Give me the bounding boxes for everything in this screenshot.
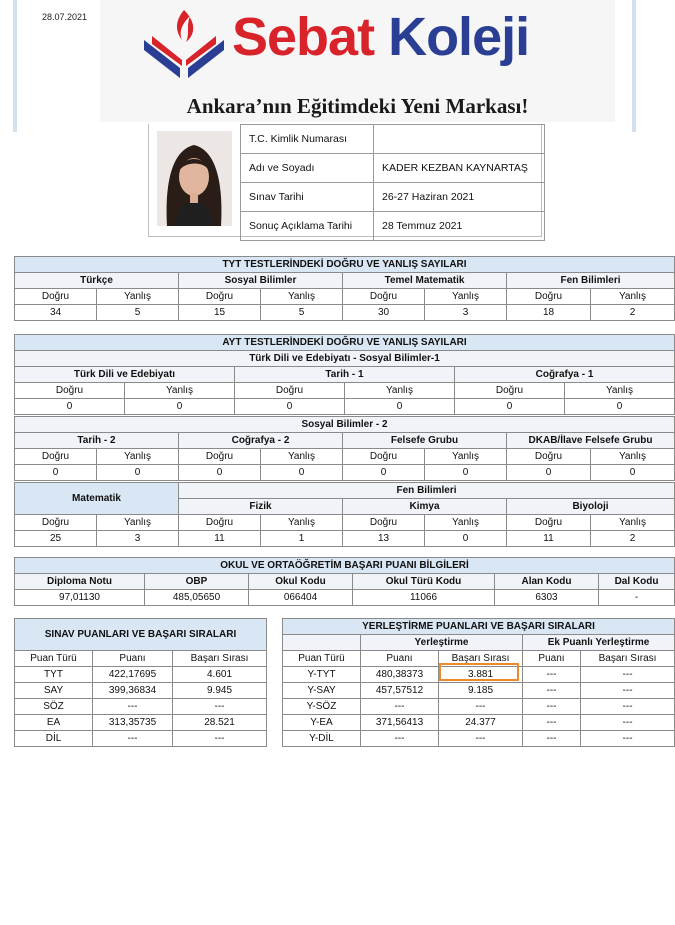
school-info-table xyxy=(14,557,675,606)
placement-type: Y-EA xyxy=(283,715,361,731)
ayt-subject: Felsefe Grubu xyxy=(343,433,507,449)
ayt-value: 0 xyxy=(455,399,565,415)
extra-rank: --- xyxy=(581,667,675,683)
exam-scores-header: Puanı xyxy=(93,651,173,667)
correct-label: Doğru xyxy=(235,383,345,399)
wrong-label: Yanlış xyxy=(425,289,507,305)
school-header: Dal Kodu xyxy=(599,574,675,590)
wrong-label: Yanlış xyxy=(97,515,179,531)
wrong-label: Yanlış xyxy=(97,289,179,305)
school-value: 066404 xyxy=(249,590,353,606)
placement-rank: 9.185 xyxy=(439,683,523,699)
placement-score: 480,38373 xyxy=(361,667,439,683)
placement-type: Y-TYT xyxy=(283,667,361,683)
ayt-value: 25 xyxy=(15,531,97,547)
placement-score: 371,56413 xyxy=(361,715,439,731)
tyt-value: 15 xyxy=(179,305,261,321)
tyt-value: 30 xyxy=(343,305,425,321)
exam-scores-header: Puan Türü xyxy=(15,651,93,667)
wrong-label: Yanlış xyxy=(591,449,675,465)
score-value: 422,17695 xyxy=(93,667,173,683)
id-number-label: T.C. Kimlik Numarası xyxy=(241,125,374,154)
sebat-logo-icon xyxy=(140,6,228,84)
correct-label: Doğru xyxy=(15,289,97,305)
extra-rank: --- xyxy=(581,683,675,699)
tyt-subject: Temel Matematik xyxy=(343,273,507,289)
brand-name xyxy=(232,7,530,67)
placement-score: --- xyxy=(361,699,439,715)
placement-header: Başarı Sırası xyxy=(581,651,675,667)
placement-rank: 3.881 xyxy=(439,667,523,683)
exam-scores-table xyxy=(14,618,267,747)
ayt-value: 0 xyxy=(97,465,179,481)
correct-label: Doğru xyxy=(179,515,261,531)
ayt-subject: Tarih - 1 xyxy=(235,367,455,383)
correct-label: Doğru xyxy=(507,289,591,305)
school-header: Diploma Notu xyxy=(15,574,145,590)
name-label: Adı ve Soyadı xyxy=(241,154,374,183)
wrong-label: Yanlış xyxy=(261,515,343,531)
exam-scores-header: Başarı Sırası xyxy=(173,651,267,667)
wrong-label: Yanlış xyxy=(261,289,343,305)
page-edge-right xyxy=(632,0,636,132)
score-type: DİL xyxy=(15,731,93,747)
ayt-subject: Türk Dili ve Edebiyatı xyxy=(15,367,235,383)
placement-type: Y-SÖZ xyxy=(283,699,361,715)
correct-label: Doğru xyxy=(343,449,425,465)
extra-score: --- xyxy=(523,683,581,699)
placement-title: YERLEŞTİRME PUANLARI VE BAŞARI SIRALARI xyxy=(283,619,675,635)
score-rank: 9.945 xyxy=(173,683,267,699)
placement-type: Y-DİL xyxy=(283,731,361,747)
score-rank: 4.601 xyxy=(173,667,267,683)
score-type: SÖZ xyxy=(15,699,93,715)
correct-label: Doğru xyxy=(343,289,425,305)
ayt-title: AYT TESTLERİNDEKİ DOĞRU VE YANLIŞ SAYILARI xyxy=(15,335,675,351)
tyt-subject: Sosyal Bilimler xyxy=(179,273,343,289)
ayt-group2-table xyxy=(14,416,675,481)
tyt-value: 18 xyxy=(507,305,591,321)
tyt-value: 3 xyxy=(425,305,507,321)
wrong-label: Yanlış xyxy=(425,449,507,465)
placement-sub2: Ek Puanlı Yerleştirme xyxy=(523,635,675,651)
placement-rank: --- xyxy=(439,731,523,747)
wrong-label: Yanlış xyxy=(345,383,455,399)
school-header: Alan Kodu xyxy=(495,574,599,590)
tyt-value: 5 xyxy=(97,305,179,321)
score-type: EA xyxy=(15,715,93,731)
placement-header: Puanı xyxy=(523,651,581,667)
result-date-value: 28 Temmuz 2021 xyxy=(374,212,545,241)
ayt-math-science-table xyxy=(14,482,675,547)
print-date: 28.07.2021 xyxy=(42,12,88,22)
wrong-label: Yanlış xyxy=(591,289,675,305)
wrong-label: Yanlış xyxy=(425,515,507,531)
wrong-label: Yanlış xyxy=(125,383,235,399)
placement-header: Puan Türü xyxy=(283,651,361,667)
ayt-value: 0 xyxy=(343,465,425,481)
ayt-value: 0 xyxy=(15,399,125,415)
ayt-subject: DKAB/İlave Felsefe Grubu xyxy=(507,433,675,449)
ayt-value: 11 xyxy=(179,531,261,547)
school-value: 6303 xyxy=(495,590,599,606)
correct-label: Doğru xyxy=(507,449,591,465)
tyt-title: TYT TESTLERİNDEKİ DOĞRU VE YANLIŞ SAYILARI xyxy=(15,257,675,273)
brand-word-2: Koleji xyxy=(388,7,530,67)
school-value: - xyxy=(599,590,675,606)
extra-score: --- xyxy=(523,699,581,715)
tyt-value: 34 xyxy=(15,305,97,321)
math-title: Matematik xyxy=(15,483,179,515)
ayt-subject: Biyoloji xyxy=(507,499,675,515)
exam-date-value: 26-27 Haziran 2021 xyxy=(374,183,545,212)
ayt-group2-title: Sosyal Bilimler - 2 xyxy=(15,417,675,433)
score-value: 399,36834 xyxy=(93,683,173,699)
score-value: --- xyxy=(93,731,173,747)
highlight-box xyxy=(439,663,519,681)
brand-word-1: Sebat xyxy=(232,7,375,67)
ayt-value: 0 xyxy=(15,465,97,481)
score-rank: --- xyxy=(173,731,267,747)
extra-rank: --- xyxy=(581,699,675,715)
science-title: Fen Bilimleri xyxy=(179,483,675,499)
ayt-value: 1 xyxy=(261,531,343,547)
result-date-label: Sonuç Açıklama Tarihi xyxy=(241,212,374,241)
placement-blank xyxy=(283,635,361,651)
ayt-value: 0 xyxy=(125,399,235,415)
id-number-value xyxy=(374,125,545,154)
ayt-value: 0 xyxy=(507,465,591,481)
ayt-value: 0 xyxy=(235,399,345,415)
student-info-table xyxy=(240,124,545,241)
extra-rank: --- xyxy=(581,715,675,731)
score-value: 313,35735 xyxy=(93,715,173,731)
score-type: SAY xyxy=(15,683,93,699)
student-photo xyxy=(157,131,232,226)
placement-score: 457,57512 xyxy=(361,683,439,699)
tyt-value: 2 xyxy=(591,305,675,321)
correct-label: Doğru xyxy=(179,289,261,305)
placement-score: --- xyxy=(361,731,439,747)
school-header: OBP xyxy=(145,574,249,590)
correct-label: Doğru xyxy=(15,449,97,465)
school-header: Okul Kodu xyxy=(249,574,353,590)
school-value: 97,01130 xyxy=(15,590,145,606)
ayt-value: 0 xyxy=(565,399,675,415)
ayt-value: 0 xyxy=(345,399,455,415)
correct-label: Doğru xyxy=(15,383,125,399)
ayt-value: 11 xyxy=(507,531,591,547)
school-header: Okul Türü Kodu xyxy=(353,574,495,590)
ayt-value: 13 xyxy=(343,531,425,547)
correct-label: Doğru xyxy=(343,515,425,531)
score-type: TYT xyxy=(15,667,93,683)
placement-table xyxy=(282,618,675,747)
extra-rank: --- xyxy=(581,731,675,747)
ayt-value: 3 xyxy=(97,531,179,547)
placement-header: Puanı xyxy=(361,651,439,667)
school-title: OKUL VE ORTAÖĞRETİM BAŞARI PUANI BİLGİLERİ xyxy=(15,558,675,574)
ayt-value: 0 xyxy=(179,465,261,481)
ayt-subject: Fizik xyxy=(179,499,343,515)
tyt-value: 5 xyxy=(261,305,343,321)
correct-label: Doğru xyxy=(455,383,565,399)
wrong-label: Yanlış xyxy=(565,383,675,399)
ayt-value: 0 xyxy=(261,465,343,481)
correct-label: Doğru xyxy=(179,449,261,465)
ayt-value: 0 xyxy=(425,531,507,547)
placement-sub1: Yerleştirme xyxy=(361,635,523,651)
brand-tagline: Ankara’nın Eğitimdeki Yeni Markası! xyxy=(186,94,529,118)
wrong-label: Yanlış xyxy=(97,449,179,465)
score-value: --- xyxy=(93,699,173,715)
wrong-label: Yanlış xyxy=(261,449,343,465)
school-value: 11066 xyxy=(353,590,495,606)
ayt-value: 2 xyxy=(591,531,675,547)
placement-rank: --- xyxy=(439,699,523,715)
name-value: KADER KEZBAN KAYNARTAŞ xyxy=(374,154,545,183)
ayt-group1-title: Türk Dili ve Edebiyatı - Sosyal Bilimler-1 xyxy=(15,351,675,367)
ayt-group1-table xyxy=(14,334,675,415)
score-rank: 28.521 xyxy=(173,715,267,731)
school-value: 485,05650 xyxy=(145,590,249,606)
extra-score: --- xyxy=(523,715,581,731)
ayt-subject: Coğrafya - 2 xyxy=(179,433,343,449)
extra-score: --- xyxy=(523,667,581,683)
ayt-subject: Tarih - 2 xyxy=(15,433,179,449)
placement-header: Başarı Sırası xyxy=(439,651,523,667)
ayt-value: 0 xyxy=(425,465,507,481)
ayt-subject: Kimya xyxy=(343,499,507,515)
exam-date-label: Sınav Tarihi xyxy=(241,183,374,212)
correct-label: Doğru xyxy=(507,515,591,531)
placement-rank: 24.377 xyxy=(439,715,523,731)
score-rank: --- xyxy=(173,699,267,715)
exam-scores-title: SINAV PUANLARI VE BAŞARI SIRALARI xyxy=(15,619,267,651)
ayt-subject: Coğrafya - 1 xyxy=(455,367,675,383)
page-edge-left xyxy=(13,0,17,132)
ayt-value: 0 xyxy=(591,465,675,481)
placement-type: Y-SAY xyxy=(283,683,361,699)
tyt-subject: Türkçe xyxy=(15,273,179,289)
wrong-label: Yanlış xyxy=(591,515,675,531)
tyt-subject: Fen Bilimleri xyxy=(507,273,675,289)
correct-label: Doğru xyxy=(15,515,97,531)
extra-score: --- xyxy=(523,731,581,747)
tyt-results-table xyxy=(14,256,675,321)
